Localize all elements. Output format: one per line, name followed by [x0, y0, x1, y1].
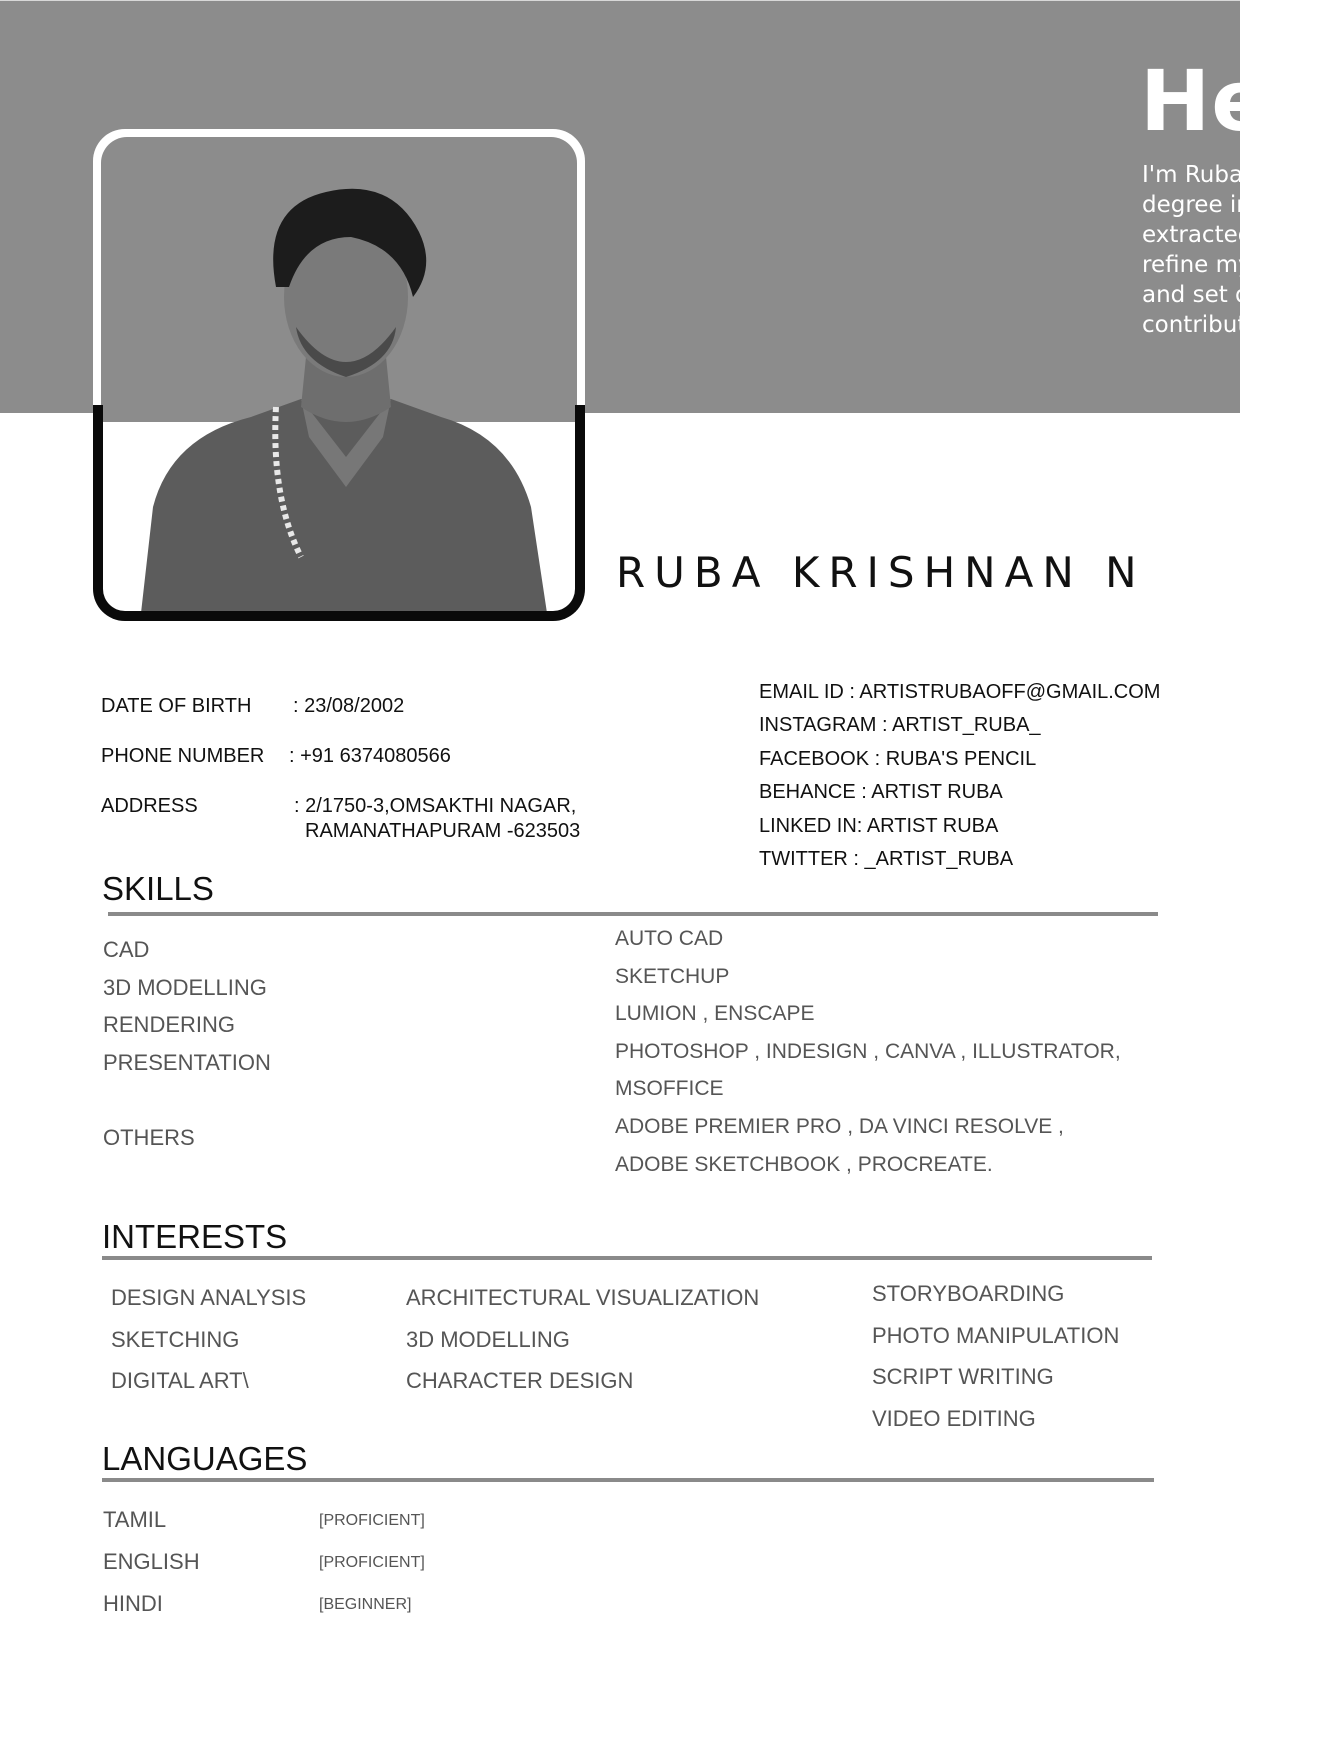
interests-divider [102, 1256, 1152, 1260]
address-line-1: : 2/1750-3,OMSAKTHI NAGAR, [294, 795, 577, 817]
language-name: HINDI [103, 1591, 163, 1616]
list-item: ADOBE SKETCHBOOK , PROCREATE. [615, 1152, 993, 1176]
interests-col-1 [111, 1285, 306, 1410]
list-item: DESIGN ANALYSIS [111, 1285, 307, 1310]
languages-names [103, 1507, 200, 1633]
intro-line: I'm Ruba [1142, 162, 1244, 188]
intro-paragraph [1142, 160, 1342, 340]
list-item: SKETCHING [111, 1326, 240, 1352]
list-item: RENDERING [103, 1012, 236, 1037]
interests-col-3 [872, 1281, 1119, 1447]
language-level: [PROFICIENT] [319, 1512, 425, 1529]
languages-divider [102, 1478, 1154, 1482]
languages-levels [319, 1512, 425, 1638]
list-item: STORYBOARDING [872, 1281, 1065, 1306]
list-item: 3D MODELLING [103, 974, 267, 1000]
list-item: CHARACTER DESIGN [406, 1368, 634, 1393]
skills-right-list [615, 927, 1121, 1190]
contact-twitter: TWITTER : _ARTIST_RUBA [759, 848, 1014, 871]
hello-heading: Hel [1140, 52, 1300, 150]
intro-line: extracted [1142, 222, 1253, 248]
list-item: DIGITAL ART\ [111, 1368, 249, 1393]
language-level: [PROFICIENT] [319, 1554, 425, 1571]
address-line-2: RAMANATHAPURAM -623503 [305, 820, 581, 842]
list-item: PHOTOSHOP , INDESIGN , CANVA , ILLUSTRATOR, [615, 1039, 1121, 1063]
intro-line: refine my [1142, 252, 1252, 278]
skills-divider [108, 912, 1158, 916]
list-item: MSOFFICE [615, 1077, 724, 1101]
list-item: CAD [103, 937, 150, 962]
profile-photo-frame [93, 129, 585, 621]
dob-value: : 23/08/2002 [293, 695, 405, 717]
list-item: LUMION , ENSCAPE [615, 1002, 815, 1026]
interests-col-2 [406, 1285, 759, 1410]
language-name: ENGLISH [103, 1549, 200, 1574]
list-item: 3D MODELLING [406, 1326, 570, 1352]
list-item: PHOTO MANIPULATION [872, 1322, 1120, 1348]
contact-list [759, 676, 1160, 876]
contact-email: EMAIL ID : ARTISTRUBAOFF@GMAIL.COM [759, 681, 1161, 703]
contact-facebook: FACEBOOK : RUBA'S PENCIL [759, 747, 1037, 770]
contact-instagram: INSTAGRAM : ARTIST_RUBA_ [759, 714, 1041, 737]
dob-label: DATE OF BIRTH [101, 695, 252, 717]
language-level: [BEGINNER] [319, 1596, 412, 1613]
list-item: ARCHITECTURAL VISUALIZATION [406, 1285, 760, 1310]
skills-left-list [103, 937, 271, 1151]
intro-line: and set d [1142, 282, 1250, 308]
list-item: PRESENTATION [103, 1049, 271, 1075]
list-item: SKETCHUP [615, 964, 730, 988]
full-name: RUBA KRISHNAN N [616, 548, 1146, 597]
list-item: ADOBE PREMIER PRO , DA VINCI RESOLVE , [615, 1114, 1064, 1138]
list-item: VIDEO EDITING [872, 1405, 1036, 1431]
list-item: SCRIPT WRITING [872, 1364, 1054, 1389]
languages-title: LANGUAGES [102, 1440, 308, 1477]
contact-linkedin: LINKED IN: ARTIST RUBA [759, 814, 999, 837]
phone-label: PHONE NUMBER [101, 745, 265, 767]
interests-title: INTERESTS [102, 1218, 288, 1255]
skills-title: SKILLS [102, 870, 214, 907]
frame-bottom-border [93, 405, 585, 621]
list-item: AUTO CAD [615, 927, 724, 950]
contact-behance: BEHANCE : ARTIST RUBA [759, 781, 1003, 804]
address-label: ADDRESS [101, 795, 198, 817]
list-item: OTHERS [103, 1124, 195, 1150]
language-name: TAMIL [103, 1507, 167, 1532]
intro-line: contribut [1142, 312, 1247, 338]
intro-line: degree in [1142, 192, 1251, 218]
phone-value: : +91 6374080566 [289, 745, 451, 767]
